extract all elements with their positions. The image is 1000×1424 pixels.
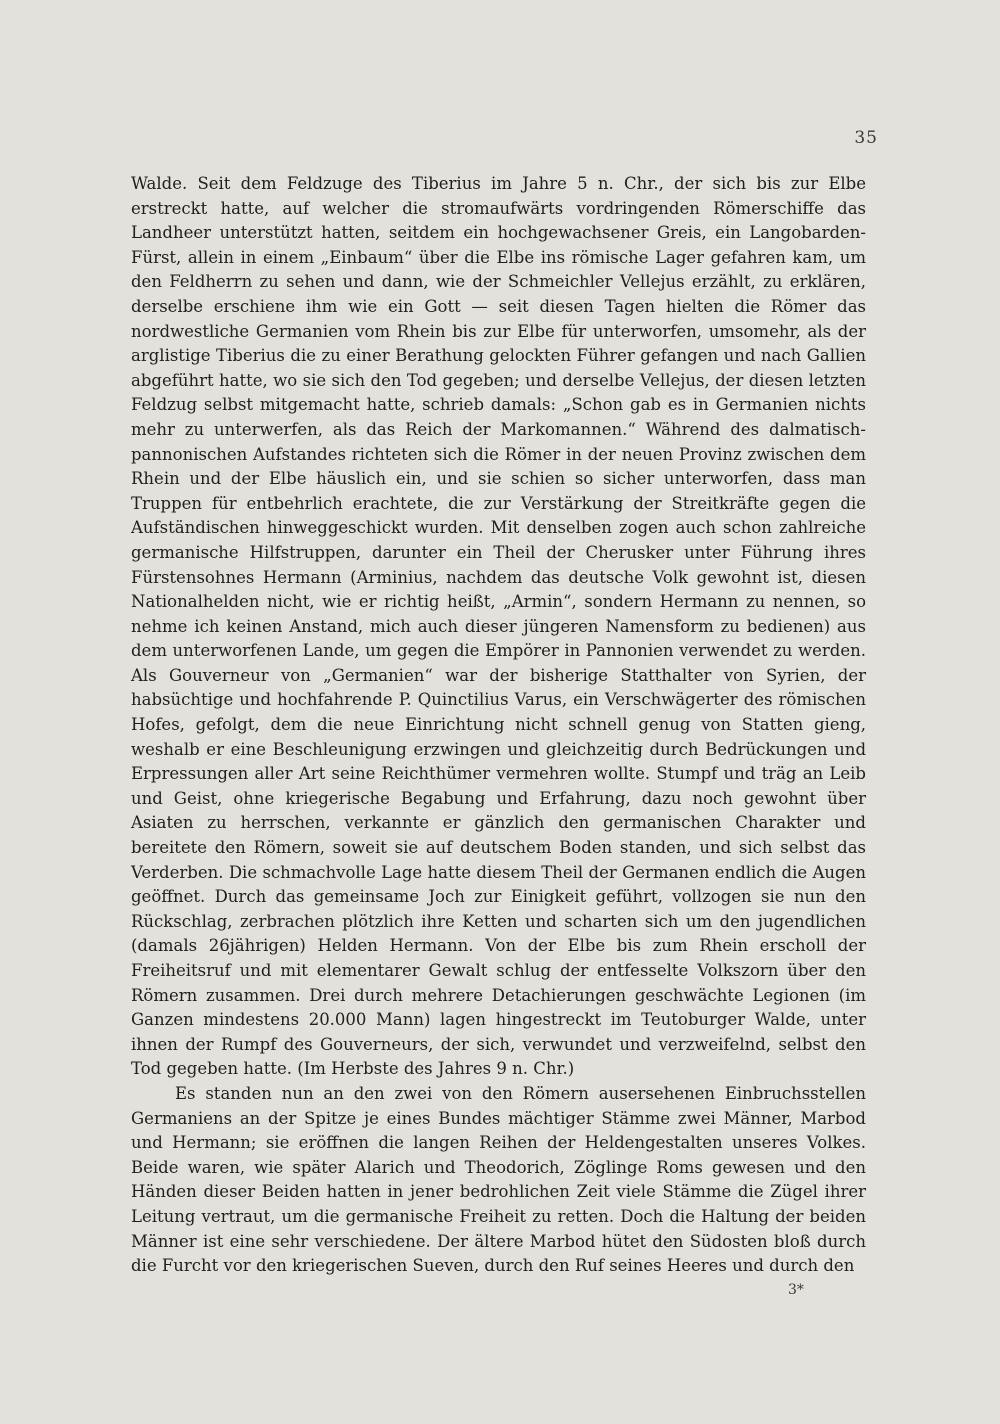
body-text (131, 172, 866, 1279)
paragraph-1: Walde. Seit dem Feldzuge des Tiberius im Jahre 5 n. Chr., der sich bis zur Elbe erstreckt hatte, auf welcher die stromaufwärts vordringenden Römerschiffe das Landheer unterstützt hatten, seitdem ein hochgewachsener Greis, ein Langobarden-Fürst, allein in einem „Einbaum“ über die Elbe ins römische Lager gefahren kam, um den Feldherrn zu sehen und dann, wie der Schmeichler Vellejus erzählt, zu erklären, derselbe erschiene ihm wie ein Gott — seit diesen Tagen hielten die Römer das nordwestliche Germanien vom Rhein bis zur Elbe für unterworfen, umsomehr, als der arglistige Tiberius die zu einer Berathung gelockten Führer gefangen und nach Gallien abgeführt hatte, wo sie sich den Tod gegeben; und derselbe Vellejus, der diesen letzten Feldzug selbst mitgemacht hatte, schrieb damals: „Schon gab es in Germanien nichts mehr zu unterwerfen, als das Reich der Markomannen.“ Während des dalmatisch-pannonischen Aufstandes richteten sich die Römer in der neuen Provinz zwischen dem Rhein und der Elbe häuslich ein, und sie schien so sicher unterworfen, dass man Truppen für entbehrlich erachtete, die zur Verstärkung der Streitkräfte gegen die Aufständischen hinweggeschickt wurden. Mit denselben zogen auch schon zahlreiche germanische Hilfstruppen, darunter ein Theil der Cherusker unter Führung ihres Fürstensohnes Hermann (Arminius, nachdem das deutsche Volk gewohnt ist, diesen Nationalhelden nicht, wie er richtig heißt, „Armin“, sondern Hermann zu nennen, so nehme ich keinen Anstand, mich auch dieser jüngeren Namensform zu bedienen) aus dem unterworfenen Lande, um gegen die Empörer in Pannonien verwendet zu werden. Als Gouverneur von „Germanien“ war der bisherige Statthalter von Syrien, der habsüchtige und hochfahrende P. Quinctilius Varus, ein Verschwägerter des römischen Hofes, gefolgt, dem die neue Einrichtung nicht schnell genug von Statten gieng, weshalb er eine Beschleunigung erzwingen und gleichzeitig durch Bedrückungen und Erpressungen aller Art seine Reichthümer vermehren wollte. Stumpf und träg an Leib und Geist, ohne kriegerische Begabung und Erfahrung, dazu noch gewohnt über Asiaten zu herrschen, verkannte er gänzlich den germanischen Charakter und bereitete den Römern, soweit sie auf deutschem Boden standen, und sich selbst das Verderben. Die schmachvolle Lage hatte diesem Theil der Germanen endlich die Augen geöffnet. Durch das gemeinsame Joch zur Einigkeit geführt, vollzogen sie nun den Rückschlag, zerbrachen plötzlich ihre Ketten und scharten sich um den jugendlichen (damals 26jährigen) Helden Hermann. Von der Elbe bis zum Rhein erscholl der Freiheitsruf und mit elementarer Gewalt schlug der entfesselte Volkszorn über den Römern zusammen. Drei durch mehrere Detachierungen geschwächte Legionen (im Ganzen mindestens 20.000 Mann) lagen hingestreckt im Teutoburger Walde, unter ihnen der Rumpf des Gouverneurs, der sich, verwundet und verzweifelnd, selbst den Tod gegeben hatte. (Im Herbste des Jahres 9 n. Chr.) (131, 174, 866, 1079)
paragraph-2: Es standen nun an den zwei von den Römern ausersehenen Einbruchsstellen Germaniens an der Spitze je eines Bundes mächtiger Stämme zwei Männer, Marbod und Hermann; sie eröffnen die langen Reihen der Heldengestalten unseres Volkes. Beide waren, wie später Alarich und Theodorich, Zöglinge Roms gewesen und den Händen dieser Beiden hatten in jener bedrohlichen Zeit viele Stämme die Zügel ihrer Leitung vertraut, um die germanische Freiheit zu retten. Doch die Haltung der beiden Männer ist eine sehr verschiedene. Der ältere Marbod hütet den Südosten bloß durch die Furcht vor den kriegerischen Sueven, durch den Ruf seines Heeres und durch den (131, 1083, 866, 1276)
signature-mark: 3* (788, 1282, 804, 1298)
page-number: 35 (854, 128, 878, 148)
